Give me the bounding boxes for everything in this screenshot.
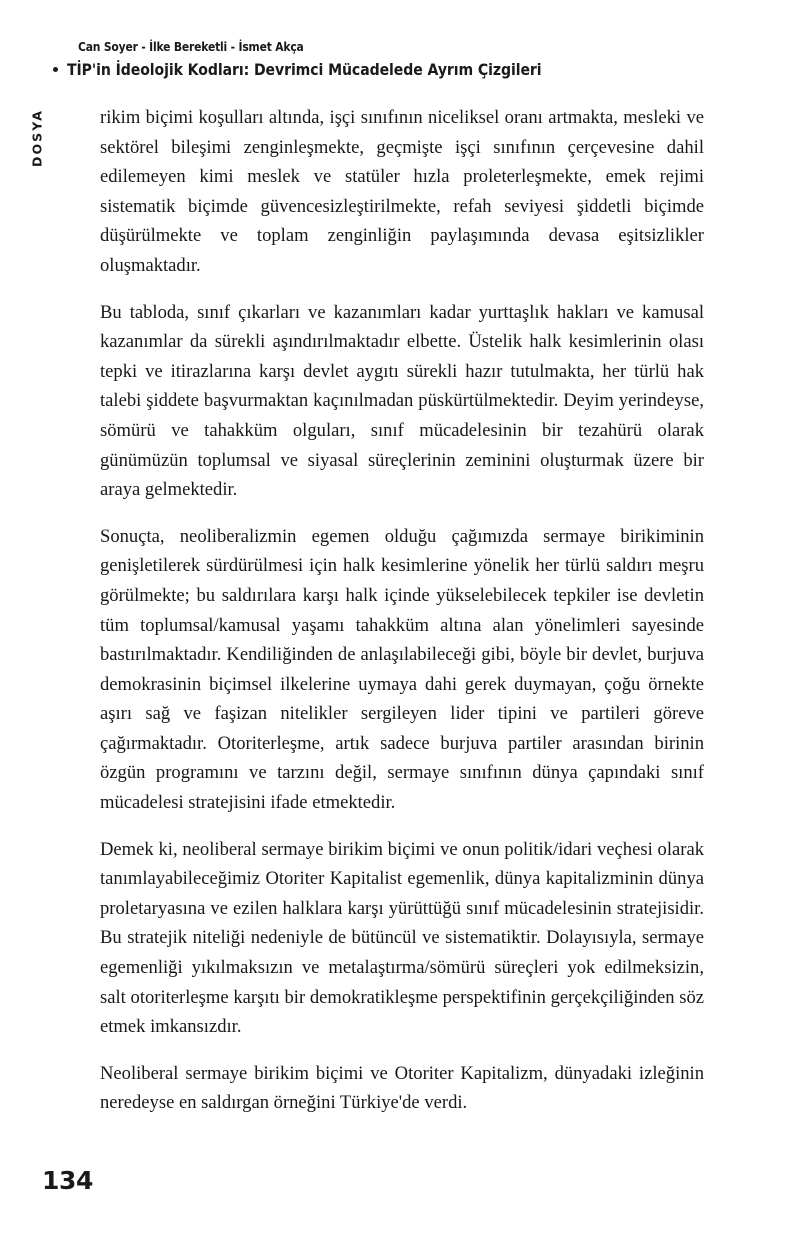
body-paragraph: rikim biçimi koşulları altında, işçi sınıfının niceliksel oranı artmakta, mesleki ve sektörel bileşimi zenginleşmekte, geçmişte işçi sınıfının çerçevesine dahil edilemeyen kimi meslek ve statüler hızla proleterleşmekte, emek rejimi sistematik biçimde güvencesizleştirilmekte, refah seviyesi şiddetli biçimde düşürülmekte ve toplam zenginliğin paylaşımında devasa eşitsizlikler oluşmaktadır. [100,107,704,276]
section-tab-label: DOSYA [29,108,45,168]
running-head [67,39,718,79]
authors-line: Can Soyer - İlke Bereketli - İsmet Akça [78,39,304,54]
body-paragraph: Neoliberal sermaye birikim biçimi ve Otoriter Kapitalizm, dünyadaki izleğinin neredeyse en saldırgan örneğini Türkiye'de verdi. [100,1062,704,1114]
bullet-icon [53,67,58,72]
body-paragraph: Demek ki, neoliberal sermaye birikim biçimi ve onun politik/idari veçhesi olarak tanımlayabileceğimiz Otoriter Kapitalist egemenlik, dünya kapitalizminin dünya proletaryasına ve ezilen halklara karşı yürüttüğü sınıf mücadelesinin stratejisidir. Bu stratejik niteliği nedeniyle de bütüncül ve sistematiktir. Dolayısıyla, sermaye egemenliği yıkılmaksızın ve metalaştırma/sömürü süreçleri yok edilmeksizin, salt otoriterleşme karşıtı bir demokratikleşme perspektifinin gerçekçiliğinden söz etmek imkansızdır. [100,838,704,1038]
article-title: TİP'in İdeolojik Kodları: Devrimci Mücadelede Ayrım Çizgileri [67,59,542,79]
body-text-column [100,103,704,1118]
article-title-row [67,59,718,79]
body-paragraph: Bu tabloda, sınıf çıkarları ve kazanımları kadar yurttaşlık hakları ve kamusal kazanımlar da sürekli aşındırılmaktadır elbette. Üstelik halk kesimlerinin olası tepki ve itirazlarına karşı devlet aygıtı sürekli hazır tutulmakta, her türlü hak talebi şiddete başvurmaktan kaçınılmadan püskürtülmektedir. Deyim yerindeyse, sömürü ve tahakküm olguları, sınıf mücadelesinin bir tezahürü olarak günümüzün toplumsal ve siyasal süreçlerinin zeminini oluşturmak üzere bir araya gelmektedir. [100,301,704,501]
section-tab [26,98,48,178]
page-number: 134 [42,1166,93,1195]
body-paragraph: Sonuçta, neoliberalizmin egemen olduğu çağımızda sermaye birikiminin genişletilerek sürdürülmesi için halk kesimlerine yönelik her türlü saldırı meşru görülmekte; bu saldırılara karşı halk içinde yükselebilecek tepkiler ise devletin tüm toplumsal/kamusal yaşamı tahakküm altına alan yönelimleri sayesinde bastırılmaktadır. Kendiliğinden de anlaşılabileceği gibi, böyle bir devlet, burjuva demokrasinin biçimsel ilkelerine uymaya dahi gerek duymayan, çoğu örnekte aşırı sağ ve faşizan nitelikler sergileyen lider tipini ve partileri göreve çağırmaktadır. Otoriterleşme, artık sadece burjuva partiler arasından birinin özgün programını ve tarzını değil, sermaye sınıfının dünya çapındaki sınıf mücadelesi stratejisini ifade etmektedir. [100,525,704,814]
